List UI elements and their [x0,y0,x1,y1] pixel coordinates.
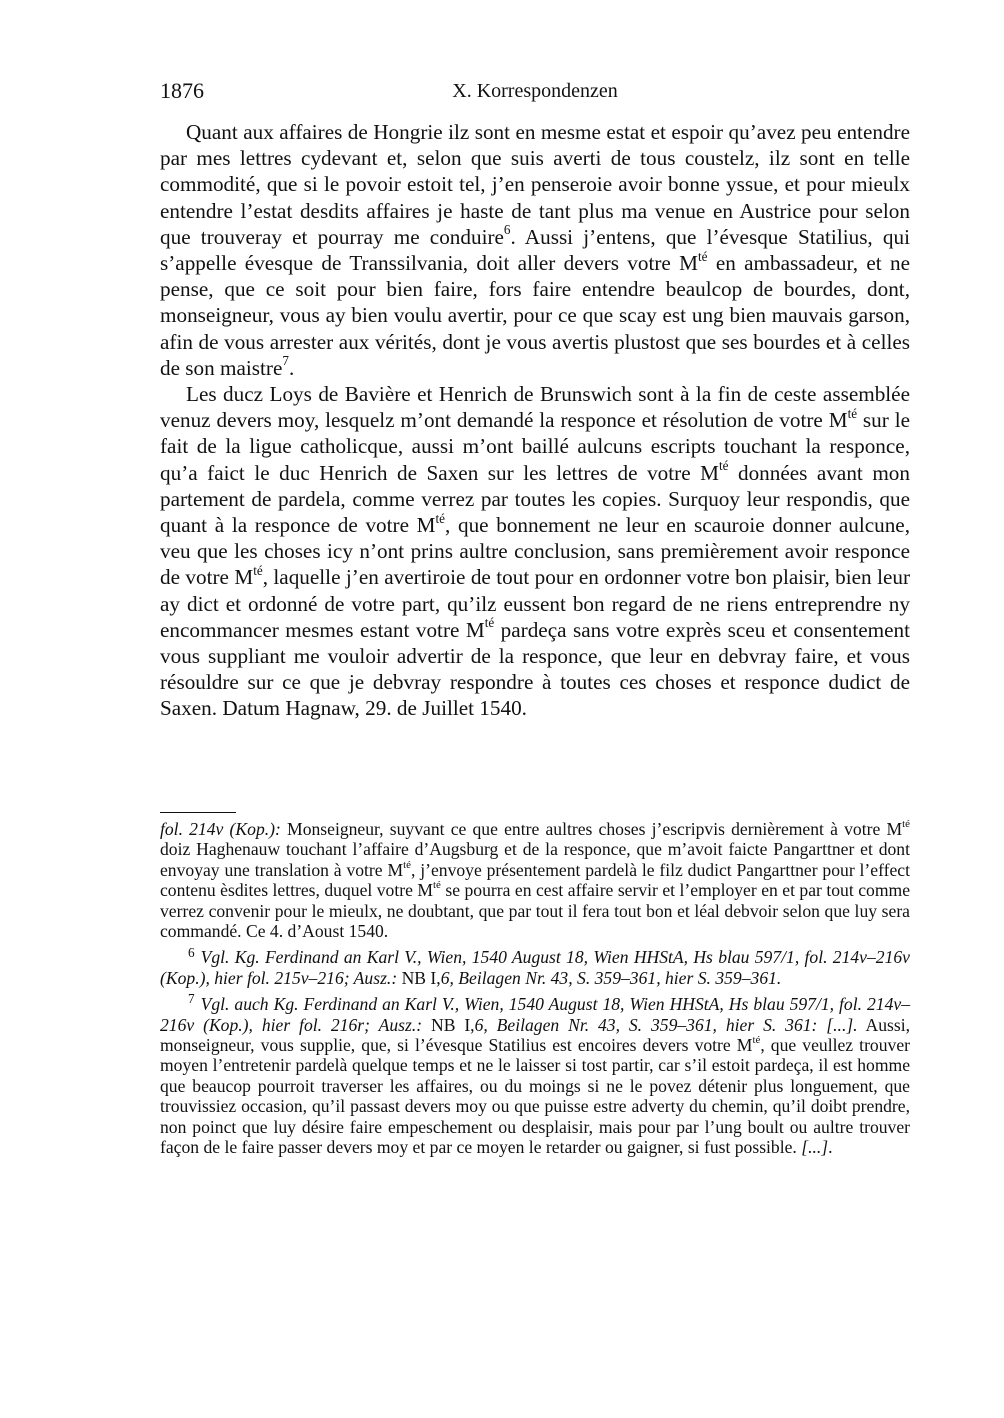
footnote-mark: 6 [188,944,195,960]
text-run-italic: fol. 214v (Kop.): [160,819,281,839]
footnote-ref-7: 7 [282,353,289,369]
text-run: sur le fait de la ligue catholicque, aussi m’ont baillé aulcuns escripts touchant la responce, qu’a faict le duc Henrich de Saxen sur les lettres de votre M [160,408,910,485]
text-run: , laquelle j’en avertiroie de tout pour en ordonner votre bon plaisir, bien leur ay dict et ordonné de votre part, qu’ilz eussent bon regard de ne riens entreprendre ny encommancer mesmes estant votre M [160,565,911,642]
superscript: té [718,458,729,474]
text-run-italic: [...] [801,1137,829,1158]
text-run: , que bonnement ne leur en scauroie donner aulcune, veu que les choses icy n’ont prins aultre conclusion, sans premièrement avoir responce de votre M [160,513,910,590]
text-run: se pourra en cest affaire servir et l’employer en et par tout comme verrez convenir pour le mieulx, ne doubtant, que par tout il fera tout bon et léal debvoir selon que luy sera commandé. Ce 4. d’Aoust 1540. [160,880,910,942]
text-run-italic: 6, Beilagen Nr. 43, S. 359–361, hier S. 359–361. [440,967,782,988]
footnote-ref-6: 6 [503,222,511,238]
superscript: té [253,563,263,579]
superscript: té [752,1034,761,1047]
document-page [160,0,910,1418]
superscript: té [484,615,495,631]
text-run: . [828,1137,833,1158]
text-run: en ambassadeur, et ne pense, que ce soit pour bien faire, fors faire entendre beaulcop de bourdes, dont, monseigneur, vous ay bien voulu avertir, pour ce que scay est ung bien mauvais garson, afin de vous arrester aux vérités, dont je vous avertis plustost que ses bourdes et à celles de son maistre [160,251,910,380]
text-run: Les ducz Loys de Bavière et Henrich de Brunswich sont à la fin de ceste assemblée venuz devers moy, lesquelz m’ont demandé la responce et résolution de votre M [160,382,910,433]
text-run: doiz Haghenauw touchant l’affaire d’Augsburg et de la responce, que m’avoit faicte Pangarttner et dont envoyay une translation à votre M [160,839,910,880]
text-run: NB I, [422,1014,475,1035]
superscript: té [698,248,708,264]
page-number: 1876 [160,78,204,103]
text-run: , que veullez trouver moyen l’entretenir pardelà quelque temps et ne le laisser si tost partir, car s’il estoit pardeça, il est homme que beaucop pourroit traverser les affaires, ou du moings si ne le povez détenir plus longuement, que trouvissiez occasion, qu’il passast devers moy ou que puisse estre adverty du chemin, qu’il doibt prendre, non poinct que luy désire faire empeschement ou desplaisir, mais pour par l’ung boult ou aultre trouver façon de le faire passer devers moy et par ce moyen le retarder ou gaigner, si fust possible. [160,1035,910,1158]
text-run: . Aussi j’entens, que l’évesque Statilius, qui s’appelle évesque de Transsilvania, doit aller devers votre M [160,224,910,276]
text-run: , j’envoye présentement pardelà le filz dudict Pangarttner pour l’effect contenu èsdites lettres, duquel votre M [160,859,910,901]
text-run-italic: Vgl. auch Kg. Ferdinand an Karl V., Wien, 1540 August 18, Wien HHStA, Hs blau 597/1, fol. 214v–216v (Kop.), hier fol. 216r; Ausz.: [160,994,910,1035]
superscript: té [403,858,411,871]
superscript: té [847,405,858,421]
text-run-italic: 6, Beilagen Nr. 43, S. 359–361, hier S. 361: [...]. [474,1014,858,1035]
page-header [160,78,910,108]
running-head: X. Korrespondenzen [452,80,618,102]
footnote-6 [160,944,910,988]
text-run: Aussi, monseigneur, vous supplie, que, si l’évesque Statilius est encoires devers votre M [160,1014,910,1056]
text-run: données avant mon partement de pardela, comme verrez par toutes les copies. Surquoy leur respondis, que quant à la responce de votre M [160,460,910,538]
text-run: Monseigneur, suyvant ce que entre aultres choses j’escripvis dernièrement à votre M [280,819,903,839]
text-run: pardeça sans votre exprès sceu et consentement vous suppliant me vouloir advertir de la responce, que leur en debvray faire, et vous résouldre sur ce que je debvray respondre à toutes ces choses et responce dudict de Saxen. Datum Hagnaw, 29. de Juillet 1540. [160,617,910,721]
footnotes [160,819,910,1158]
footnote-divider [160,812,236,813]
text-run-italic: Vgl. Kg. Ferdinand an Karl V., Wien, 1540 August 18, Wien HHStA, Hs blau 597/1, fol. 214v–216v (Kop.), hier fol. 215v–216; Ausz.: [160,947,910,988]
paragraph-1 [160,119,910,381]
text-run: NB I, [397,967,441,988]
paragraph-2 [160,381,910,722]
superscript: té [433,879,441,892]
footnote-mark: 7 [188,991,195,1007]
superscript: té [435,510,445,526]
text-run: . [288,355,295,380]
text-run: Quant aux affaires de Hongrie ilz sont en mesme estat et espoir qu’avez peu entendre par mes lettres cydevant et, selon que suis averti de tous coustelz, ilz sont en telle commodité, que si le povoir estoit tel, j’en penseroie avoir bonne yssue, et pour mieulx entendre l’estat desdits affaires je haste de tant plus ma venue en Austrice pour selon que trouveray et pourray me conduire [160,120,910,249]
footnote-continuation [160,819,910,941]
main-text [160,119,910,722]
superscript: té [902,818,910,831]
footnote-7 [160,991,910,1158]
